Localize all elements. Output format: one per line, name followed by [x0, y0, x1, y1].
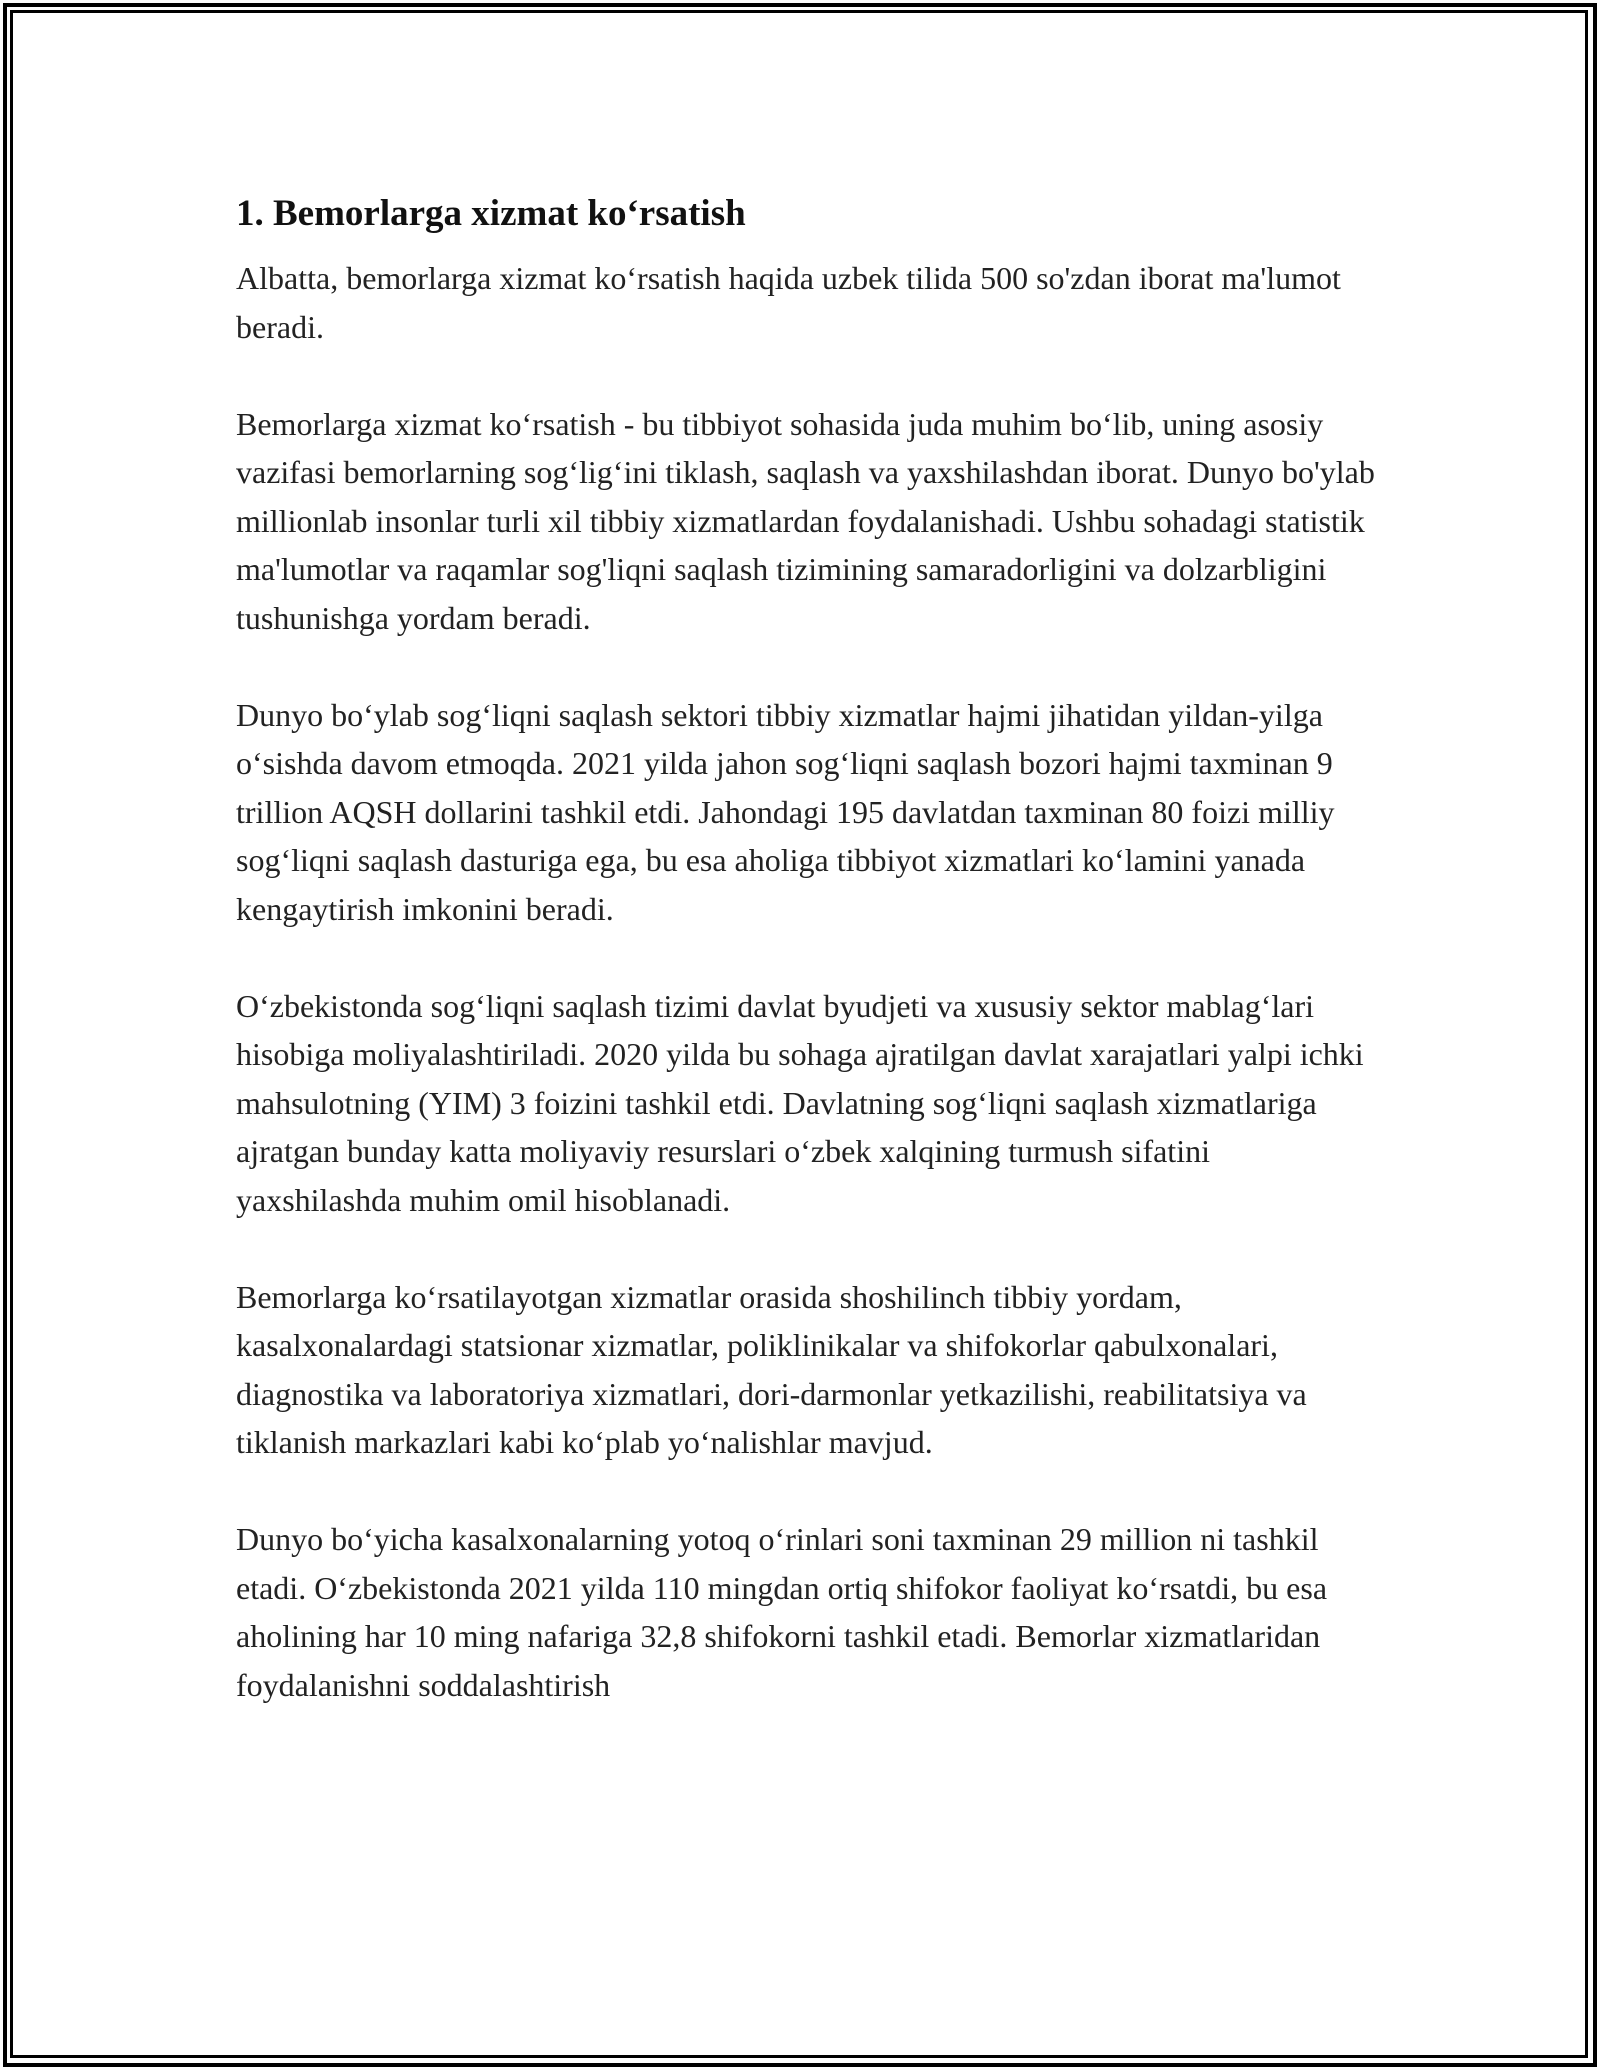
document-body — [236, 186, 1376, 1758]
section-heading: 1. Bemorlarga xizmat koʻrsatish — [236, 193, 746, 234]
paragraph-services-list: Bemorlarga koʻrsatilayotgan xizmatlar orasida shoshilinch tibbiy yordam, kasalxonalardagi statsionar xizmatlar, poliklinikalar va shifokorlar qabulxonalari, diagnostika va laboratoriya xizmatlari, dori-darmonlar yetkazilishi, reabilitatsiya va tiklanish markazlari kabi koʻplab yoʻnalishlar mavjud. — [236, 1278, 1307, 1460]
paragraph-global-market: Dunyo boʻylab sogʻliqni saqlash sektori tibbiy xizmatlar hajmi jihatidan yildan-yilga oʻsishda davom etmoqda. 2021 yilda jahon sogʻliqni saqlash bozori hajmi taxminan 9 trillion AQSH dollarini tashkil etdi. Jahondagi 195 davlatdan taxminan 80 foizi milliy sogʻliqni saqlash dasturiga ega, bu esa aholiga tibbiyot xizmatlari koʻlamini yanada kengaytirish imkonini beradi. — [236, 696, 1335, 927]
paragraph-definition: Bemorlarga xizmat koʻrsatish - bu tibbiyot sohasida juda muhim boʻlib, uning asosiy vazifasi bemorlarning sogʻligʻini tiklash, saqlash va yaxshilashdan iborat. Dunyo bo'ylab millionlab insonlar turli xil tibbiy xizmatlardan foydalanishadi. Ushbu sohadagi statistik ma'lumotlar va raqamlar sog'liqni saqlash tizimining samaradorligini va dolzarbligini tushunishga yordam beradi. — [236, 405, 1375, 636]
paragraph-hospital-stats: Dunyo boʻyicha kasalxonalarning yotoq oʻrinlari soni taxminan 29 million ni tashkil etadi. Oʻzbekistonda 2021 yilda 110 mingdan ortiq shifokor faoliyat koʻrsatdi, bu esa aholining har 10 ming nafariga 32,8 shifokorni tashkil etadi. Bemorlar xizmatlaridan foydalanishni soddalashtirish — [236, 1521, 1328, 1703]
paragraph-intro: Albatta, bemorlarga xizmat koʻrsatish haqida uzbek tilida 500 so'zdan iborat ma'lumot beradi. — [236, 260, 1341, 345]
paragraph-uzbekistan-funding: Oʻzbekistonda sogʻliqni saqlash tizimi davlat byudjeti va xususiy sektor mablagʻlari hisobiga moliyalashtiriladi. 2020 yilda bu sohaga ajratilgan davlat xarajatlari yalpi ichki mahsulotning (YIM) 3 foizini tashkil etdi. Davlatning sogʻliqni saqlash xizmatlariga ajratgan bunday katta moliyaviy resurslari oʻzbek xalqining turmush sifatini yaxshilashda muhim omil hisoblanadi. — [236, 987, 1364, 1218]
